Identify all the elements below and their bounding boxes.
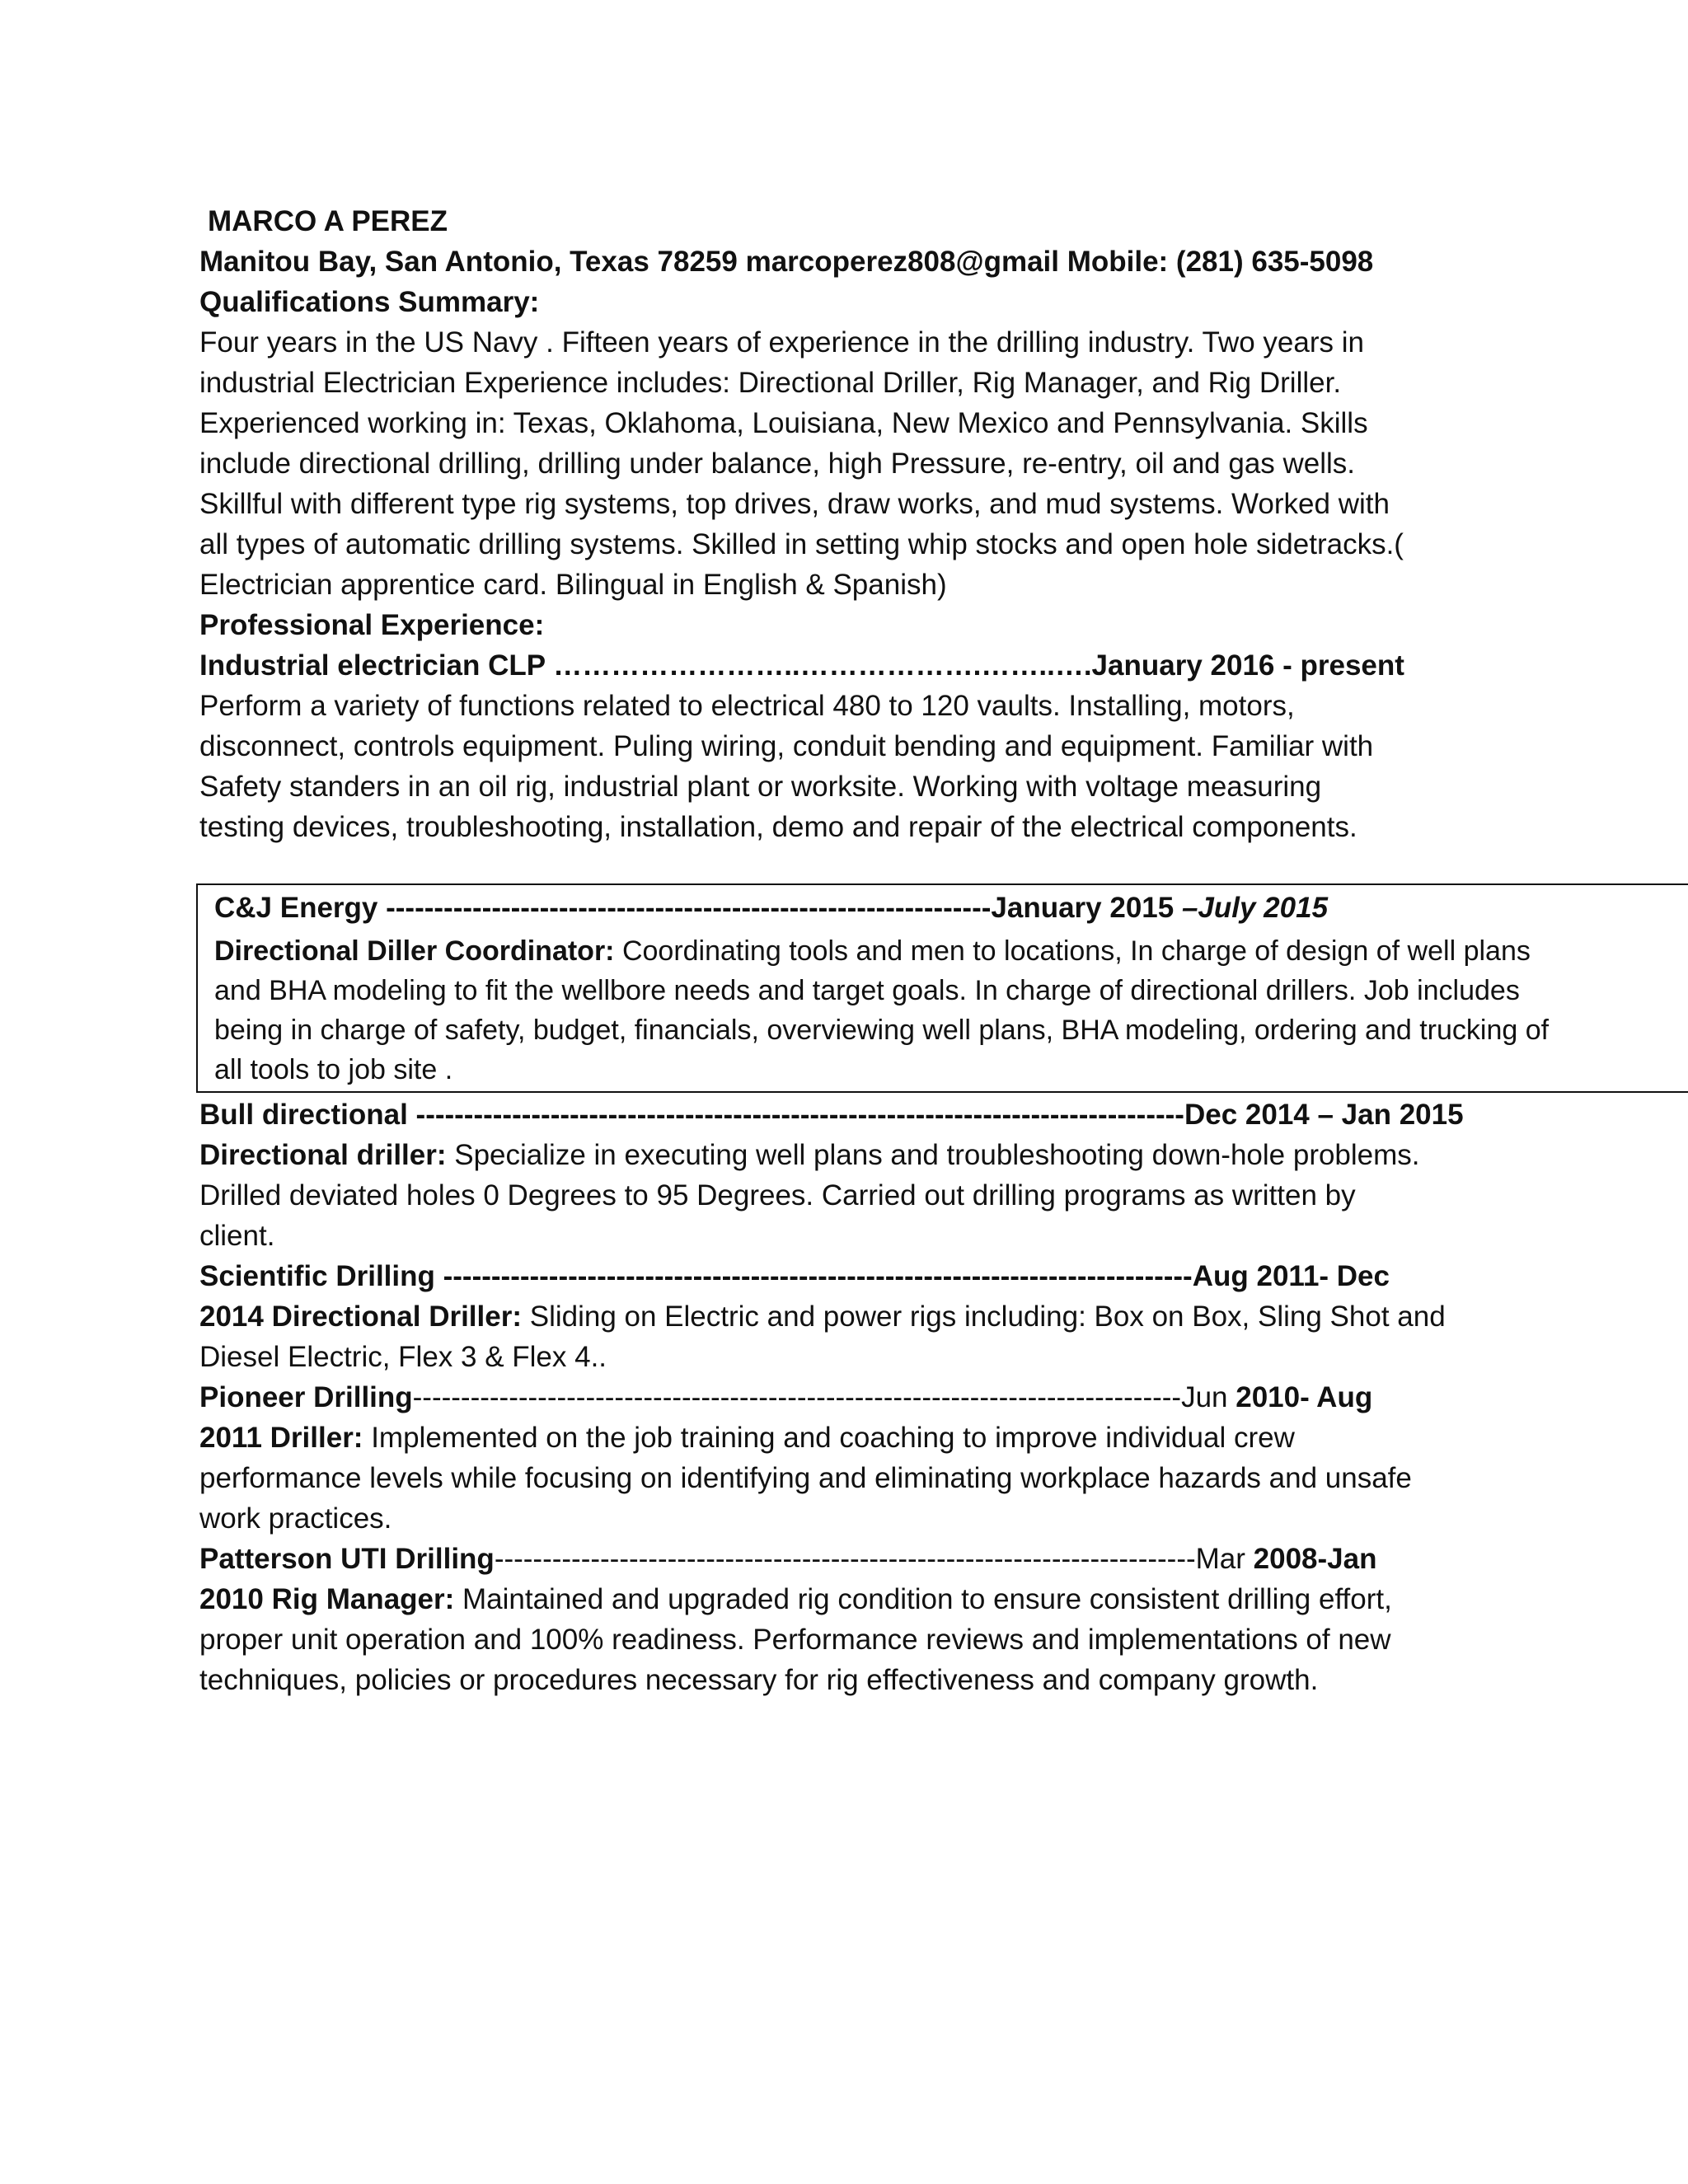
experience-continued — [199, 1094, 1485, 1700]
job-company: Pioneer Drilling — [199, 1381, 413, 1413]
cj-energy-entry-box — [196, 883, 1688, 1093]
job-description-line — [199, 1418, 1485, 1458]
job-description-line: proper unit operation and 100% readiness. Performance reviews and implementations of new — [199, 1624, 1391, 1656]
summary-line: industrial Electrician Experience includes: Directional Driller, Rig Manager, and Rig Driller. — [199, 367, 1342, 399]
job-description-text: Coordinating tools and men to locations, In charge of design of well plans — [621, 935, 1531, 967]
job-dates: 2008-Jan — [1253, 1543, 1377, 1575]
job-header: Industrial electrician CLP ……………………..……………….……..….January 2016 - present — [199, 649, 1404, 682]
job-title: 2011 Driller: — [199, 1422, 372, 1454]
job-end-date: –July 2015 — [1174, 892, 1329, 924]
job-description-line: performance levels while focusing on identifying and eliminating workplace hazards and unsafe — [199, 1462, 1412, 1494]
job-header-text: C&J Energy ---------------------------------------------------------------January 2015 — [214, 892, 1175, 924]
job-description-text: Specialize in executing well plans and troubleshooting down-hole problems. — [454, 1139, 1420, 1171]
job-description-line: all tools to job site . — [214, 1054, 453, 1085]
job-header — [199, 1539, 1485, 1579]
job-description-text: Maintained and upgraded rig condition to ensure consistent drilling effort, — [462, 1583, 1392, 1615]
summary-line: Skillful with different type rig systems, top drives, draw works, and mud systems. Worked with — [199, 488, 1390, 520]
job-description-line: Drilled deviated holes 0 Degrees to 95 Degrees. Carried out drilling programs as written by — [199, 1179, 1356, 1212]
job-description-line: Diesel Electric, Flex 3 & Flex 4.. — [199, 1341, 607, 1373]
job-description-line — [199, 1296, 1485, 1337]
candidate-name — [208, 201, 1493, 241]
job-description-text: Implemented on the job training and coaching to improve individual crew — [371, 1422, 1295, 1454]
summary-line: Electrician apprentice card. Bilingual in English & Spanish) — [199, 569, 947, 601]
job-description-line: techniques, policies or procedures necessary for rig effectiveness and company growth. — [199, 1664, 1319, 1696]
job-title: Directional driller: — [199, 1139, 455, 1171]
summary-heading: Qualifications Summary: — [199, 286, 540, 318]
name-text: MARCO A PEREZ — [208, 205, 448, 237]
job-description-line: disconnect, controls equipment. Puling wiring, conduit bending and equipment. Familiar with — [199, 730, 1374, 762]
job-description-line — [199, 1135, 1485, 1175]
contact-section — [199, 241, 1485, 282]
job-dates: 2010- Aug — [1236, 1381, 1373, 1413]
job-header-dashes: --------------------------------------------------------------------------------Jun — [412, 1381, 1236, 1413]
job-description-line: Perform a variety of functions related to electrical 480 to 120 vaults. Installing, motors, — [199, 690, 1295, 722]
job-description-line — [214, 931, 1549, 971]
job-header — [199, 1377, 1485, 1418]
job-description-line: work practices. — [199, 1502, 392, 1535]
job-description-line: being in charge of safety, budget, financials, overviewing well plans, BHA modeling, ordering and trucking of — [214, 1015, 1550, 1046]
job-description-line: Safety standers in an oil rig, industrial plant or worksite. Working with voltage measuring — [199, 771, 1322, 803]
job-header — [214, 892, 1549, 931]
summary-line: include directional drilling, drilling under balance, high Pressure, re-entry, oil and gas wells. — [199, 448, 1356, 480]
job-description-line: client. — [199, 1220, 275, 1252]
summary-line: Four years in the US Navy . Fifteen years of experience in the drilling industry. Two years in — [199, 326, 1364, 359]
summary-line: Experienced working in: Texas, Oklahoma, Louisiana, New Mexico and Pennsylvania. Skills — [199, 407, 1368, 439]
job-header: Scientific Drilling ------------------------------------------------------------------------------Aug 2011- Dec — [199, 1260, 1390, 1292]
contact-line: Manitou Bay, San Antonio, Texas 78259 marcoperez808@gmail Mobile: (281) 635-5098 — [199, 246, 1374, 278]
job-company: Patterson UTI Drilling — [199, 1543, 495, 1575]
qualifications-summary — [199, 282, 1485, 605]
job-title: Directional Diller Coordinator: — [214, 935, 622, 967]
job-description-line: testing devices, troubleshooting, installation, demo and repair of the electrical components. — [199, 811, 1357, 843]
cj-energy-entry — [214, 892, 1549, 1090]
job-description-line: and BHA modeling to fit the wellbore needs and target goals. In charge of directional drillers. Job includes — [214, 975, 1520, 1006]
experience-heading: Professional Experience: — [199, 609, 545, 641]
job-description-text: Sliding on Electric and power rigs including: Box on Box, Sling Shot and — [529, 1301, 1446, 1333]
job-title: 2010 Rig Manager: — [199, 1583, 462, 1615]
job-header: Bull directional --------------------------------------------------------------------------------Dec 2014 – Jan 2015 — [199, 1099, 1464, 1131]
summary-line: all types of automatic drilling systems. Skilled in setting whip stocks and open hole sidetracks.( — [199, 528, 1404, 560]
job-description-line — [199, 1579, 1485, 1619]
job-header-dashes: -------------------------------------------------------------------------Mar — [494, 1543, 1254, 1575]
professional-experience — [199, 605, 1485, 847]
job-title: 2014 Directional Driller: — [199, 1301, 530, 1333]
